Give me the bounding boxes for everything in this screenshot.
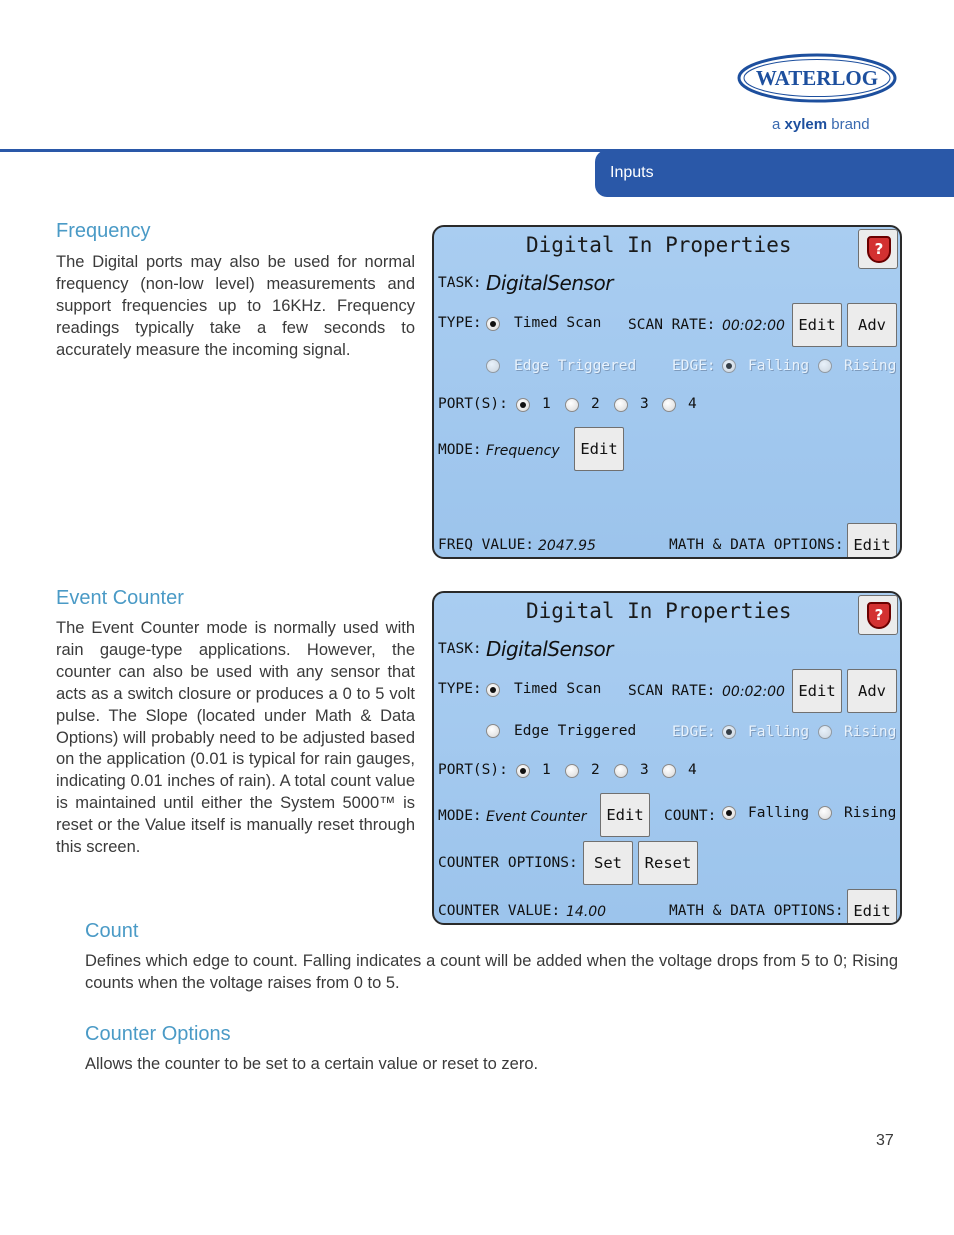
- port-3-label: 3: [640, 762, 649, 778]
- scan-rate-edit-button[interactable]: Edit: [792, 303, 842, 347]
- port-1-radio[interactable]: [516, 398, 530, 412]
- scan-rate-value: 00:02:00: [722, 684, 785, 700]
- freq-value: 2047.95: [538, 538, 596, 554]
- task-value: DigitalSensor: [486, 637, 613, 661]
- event-counter-paragraph: The Event Counter mode is normally used with rain gauge-type applications. However, the counter can also be used with any sensor that acts as a switch closure or produces a 0 to 5 volt pulse. The Slope (located under Math & Data Options) will probably need to be adjusted based on the application (0.01 is typical for rain gauges, indicating 0.01 inches of rain). A total count value is maintained until either the System 5000™ is reset or the Value itself is manually reset through this screen.: [56, 619, 415, 857]
- brand-suffix: brand: [831, 116, 870, 133]
- counter-set-button[interactable]: Set: [583, 841, 633, 885]
- edge-rising-label: Rising: [844, 358, 897, 374]
- adv-button[interactable]: Adv: [847, 669, 897, 713]
- counter-options-heading: Counter Options: [85, 1023, 231, 1045]
- counter-value-label: COUNTER VALUE:: [438, 903, 561, 919]
- edge-rising-radio[interactable]: [818, 359, 832, 373]
- type-label: TYPE:: [438, 315, 482, 331]
- help-button[interactable]: [858, 229, 898, 269]
- counter-reset-button[interactable]: Reset: [638, 841, 698, 885]
- type-label: TYPE:: [438, 681, 482, 697]
- logo-text: WATERLOG: [755, 66, 879, 90]
- port-2-label: 2: [591, 396, 600, 412]
- mode-edit-button[interactable]: Edit: [600, 793, 650, 837]
- waterlog-logo: [736, 52, 898, 104]
- adv-button[interactable]: Adv: [847, 303, 897, 347]
- brand-name: xylem: [784, 116, 828, 133]
- task-value: DigitalSensor: [486, 271, 613, 295]
- counter-options-paragraph: Allows the counter to be set to a certain value or reset to zero.: [85, 1055, 539, 1073]
- count-paragraph: Defines which edge to count. Falling indicates a count will be added when the voltage drops from 5 to 0; Rising counts when the voltage raises from 0 to 5.: [85, 952, 898, 992]
- port-2-radio[interactable]: [565, 398, 579, 412]
- device-screen-frequency: [432, 225, 902, 559]
- task-label: TASK:: [438, 275, 482, 291]
- help-icon: ?: [867, 236, 891, 263]
- port-2-radio[interactable]: [565, 764, 579, 778]
- port-4-label: 4: [688, 762, 697, 778]
- port-3-radio[interactable]: [614, 398, 628, 412]
- count-rising-radio[interactable]: [818, 806, 832, 820]
- ports-label: PORT(S):: [438, 762, 508, 778]
- page-number: 37: [876, 1132, 894, 1149]
- mode-value: Frequency: [486, 443, 560, 459]
- help-icon: ?: [867, 602, 891, 629]
- port-3-radio[interactable]: [614, 764, 628, 778]
- math-options-label: MATH & DATA OPTIONS:: [669, 903, 844, 919]
- count-falling-radio[interactable]: [722, 806, 736, 820]
- ports-label: PORT(S):: [438, 396, 508, 412]
- task-label: TASK:: [438, 641, 482, 657]
- math-options-edit-button[interactable]: Edit: [847, 523, 897, 559]
- timed-scan-radio[interactable]: [486, 683, 500, 697]
- edge-falling-label: Falling: [748, 724, 810, 740]
- mode-label: MODE:: [438, 442, 482, 458]
- math-options-edit-button[interactable]: Edit: [847, 889, 897, 925]
- counter-options-label: COUNTER OPTIONS:: [438, 855, 578, 871]
- edge-falling-radio[interactable]: [722, 725, 736, 739]
- timed-scan-label: Timed Scan: [514, 681, 602, 697]
- edge-falling-radio[interactable]: [722, 359, 736, 373]
- section-tab: [595, 150, 954, 197]
- edge-label: EDGE:: [672, 724, 716, 740]
- screen-title: Digital In Properties: [526, 233, 792, 257]
- freq-value-label: FREQ VALUE:: [438, 537, 535, 553]
- edge-rising-label: Rising: [844, 724, 897, 740]
- scan-rate-edit-button[interactable]: Edit: [792, 669, 842, 713]
- timed-scan-radio[interactable]: [486, 317, 500, 331]
- scan-rate-value: 00:02:00: [722, 318, 785, 334]
- frequency-heading: Frequency: [56, 220, 151, 242]
- screen-title: Digital In Properties: [526, 599, 792, 623]
- edge-triggered-radio[interactable]: [486, 359, 500, 373]
- event-counter-heading: Event Counter: [56, 587, 184, 609]
- port-4-radio[interactable]: [662, 764, 676, 778]
- counter-value: 14.00: [566, 904, 607, 920]
- help-button[interactable]: [858, 595, 898, 635]
- port-1-label: 1: [542, 762, 551, 778]
- mode-value: Event Counter: [486, 809, 587, 825]
- frequency-paragraph: The Digital ports may also be used for normal frequency (non-low level) measurements and support frequencies up to 16KHz. Frequency readings typically take a few seconds to accurately measure the incoming signal.: [56, 253, 415, 359]
- count-label: COUNT:: [664, 808, 717, 824]
- brand-tagline: [772, 116, 870, 133]
- edge-label: EDGE:: [672, 358, 716, 374]
- count-rising-label: Rising: [844, 805, 897, 821]
- scan-rate-label: SCAN RATE:: [628, 317, 716, 333]
- port-2-label: 2: [591, 762, 600, 778]
- scan-rate-label: SCAN RATE:: [628, 683, 716, 699]
- port-1-radio[interactable]: [516, 764, 530, 778]
- section-tab-label: Inputs: [610, 164, 654, 181]
- brand-prefix: a: [772, 116, 781, 133]
- edge-triggered-label: Edge Triggered: [514, 358, 637, 374]
- count-falling-label: Falling: [748, 805, 810, 821]
- port-1-label: 1: [542, 396, 551, 412]
- edge-falling-label: Falling: [748, 358, 810, 374]
- math-options-label: MATH & DATA OPTIONS:: [669, 537, 844, 553]
- mode-label: MODE:: [438, 808, 482, 824]
- port-4-label: 4: [688, 396, 697, 412]
- edge-triggered-radio[interactable]: [486, 724, 500, 738]
- mode-edit-button[interactable]: Edit: [574, 427, 624, 471]
- timed-scan-label: Timed Scan: [514, 315, 602, 331]
- port-4-radio[interactable]: [662, 398, 676, 412]
- edge-rising-radio[interactable]: [818, 725, 832, 739]
- device-screen-event-counter: [432, 591, 902, 925]
- count-heading: Count: [85, 920, 139, 942]
- port-3-label: 3: [640, 396, 649, 412]
- edge-triggered-label: Edge Triggered: [514, 723, 637, 739]
